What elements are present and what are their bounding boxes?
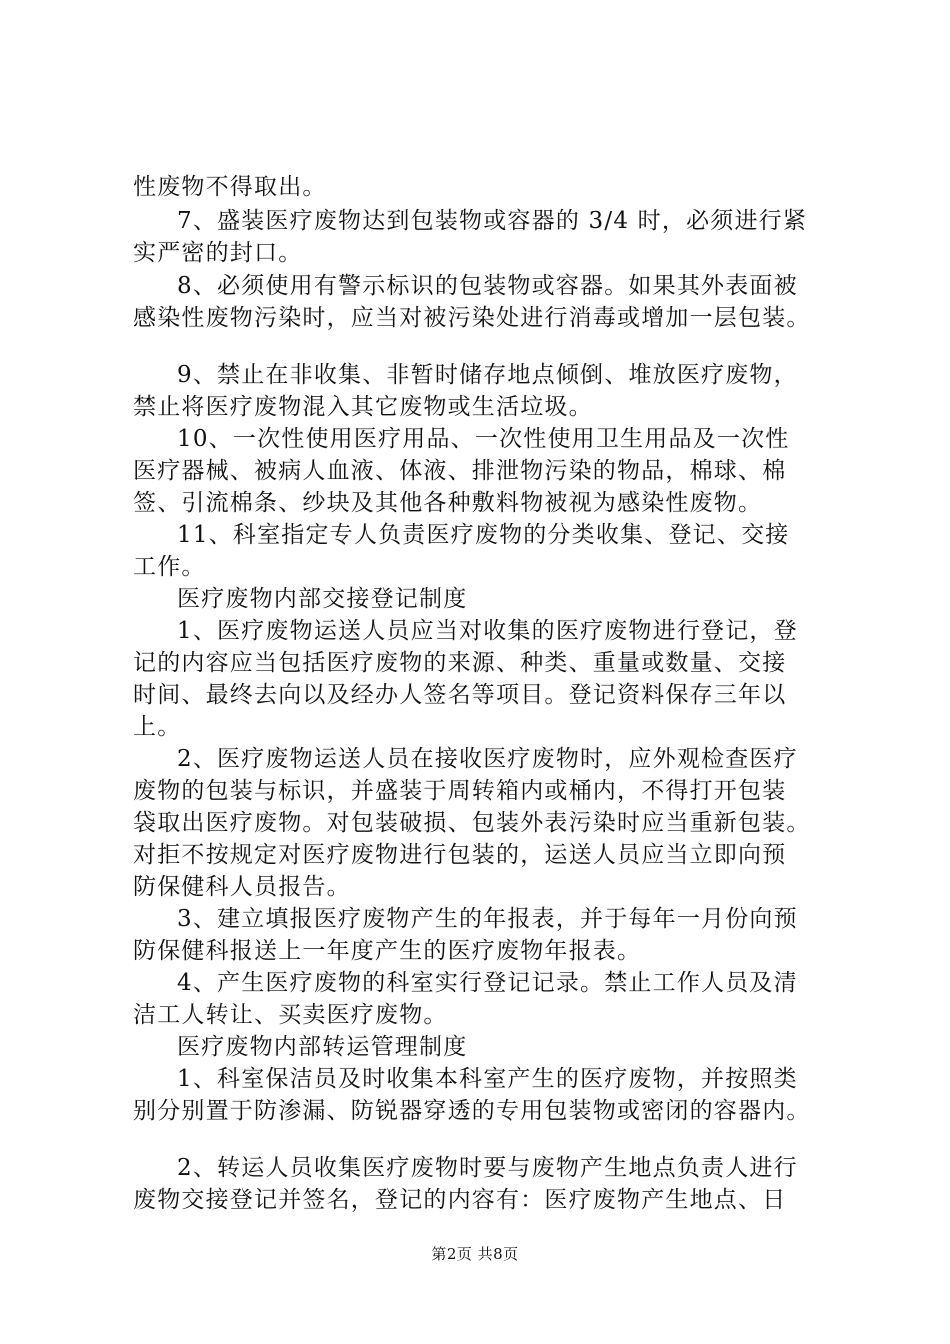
text-line-3: 实严密的封口。 [133, 240, 303, 266]
text-line-28: 1、科室保洁员及时收集本科室产生的医疗废物，并按照类 [177, 1066, 798, 1092]
text-line-2: 7、盛装医疗废物达到包装物或容器的 3/4 时，必须进行紧 [177, 208, 808, 234]
text-line-26: 洁工人转让、买卖医疗废物。 [133, 1002, 448, 1028]
text-line-8: 10、一次性使用医疗用品、一次性使用卫生用品及一次性 [177, 426, 790, 452]
text-line-14: 1、医疗废物运送人员应当对收集的医疗废物进行登记，登 [177, 618, 798, 644]
section-heading-handover: 医疗废物内部交接登记制度 [177, 586, 468, 612]
text-line-12: 工作。 [133, 554, 206, 580]
text-line-29: 别分别置于防渗漏、防锐器穿透的专用包装物或密闭的容器内。 [133, 1098, 811, 1124]
text-line-16: 时间、最终去向以及经办人签名等项目。登记资料保存三年以 [133, 682, 787, 708]
text-line-11: 11、科室指定专人负责医疗废物的分类收集、登记、交接 [177, 522, 790, 548]
text-line-7: 禁止将医疗废物混入其它废物或生活垃圾。 [133, 394, 593, 420]
text-line-22: 防保健科人员报告。 [133, 874, 351, 900]
text-line-10: 签、引流棉条、纱块及其他各种敷料物被视为感染性废物。 [133, 490, 763, 516]
text-line-31: 废物交接登记并签名，登记的内容有：医疗废物产生地点、日 [133, 1187, 787, 1213]
text-line-17: 上。 [133, 714, 182, 740]
section-heading-transfer: 医疗废物内部转运管理制度 [177, 1034, 468, 1060]
text-line-9: 医疗器械、被病人血液、体液、排泄物污染的物品，棉球、棉 [133, 458, 787, 484]
text-line-25: 4、产生医疗废物的科室实行登记记录。禁止工作人员及清 [177, 970, 798, 996]
text-line-30: 2、转运人员收集医疗废物时要与废物产生地点负责人进行 [177, 1155, 798, 1181]
text-line-1: 性废物不得取出。 [133, 174, 327, 200]
text-line-5: 感染性废物污染时，应当对被污染处进行消毒或增加一层包装。 [133, 305, 811, 331]
text-line-18: 2、医疗废物运送人员在接收医疗废物时，应外观检查医疗 [177, 746, 798, 772]
text-line-24: 防保健科报送上一年度产生的医疗废物年报表。 [133, 938, 642, 964]
text-line-23: 3、建立填报医疗废物产生的年报表，并于每年一月份向预 [177, 906, 798, 932]
text-line-6: 9、禁止在非收集、非暂时储存地点倾倒、堆放医疗废物， [177, 362, 798, 388]
text-line-20: 袋取出医疗废物。对包装破损、包装外表污染时应当重新包装。 [133, 810, 811, 836]
text-line-15: 记的内容应当包括医疗废物的来源、种类、重量或数量、交接 [133, 650, 787, 676]
text-line-21: 对拒不按规定对医疗废物进行包装的，运送人员应当立即向预 [133, 842, 787, 868]
text-line-4: 8、必须使用有警示标识的包装物或容器。如果其外表面被 [177, 273, 798, 299]
text-line-19: 废物的包装与标识，并盛装于周转箱内或桶内，不得打开包装 [133, 778, 787, 804]
page-number-footer: 第2页 共8页 [431, 1245, 519, 1263]
